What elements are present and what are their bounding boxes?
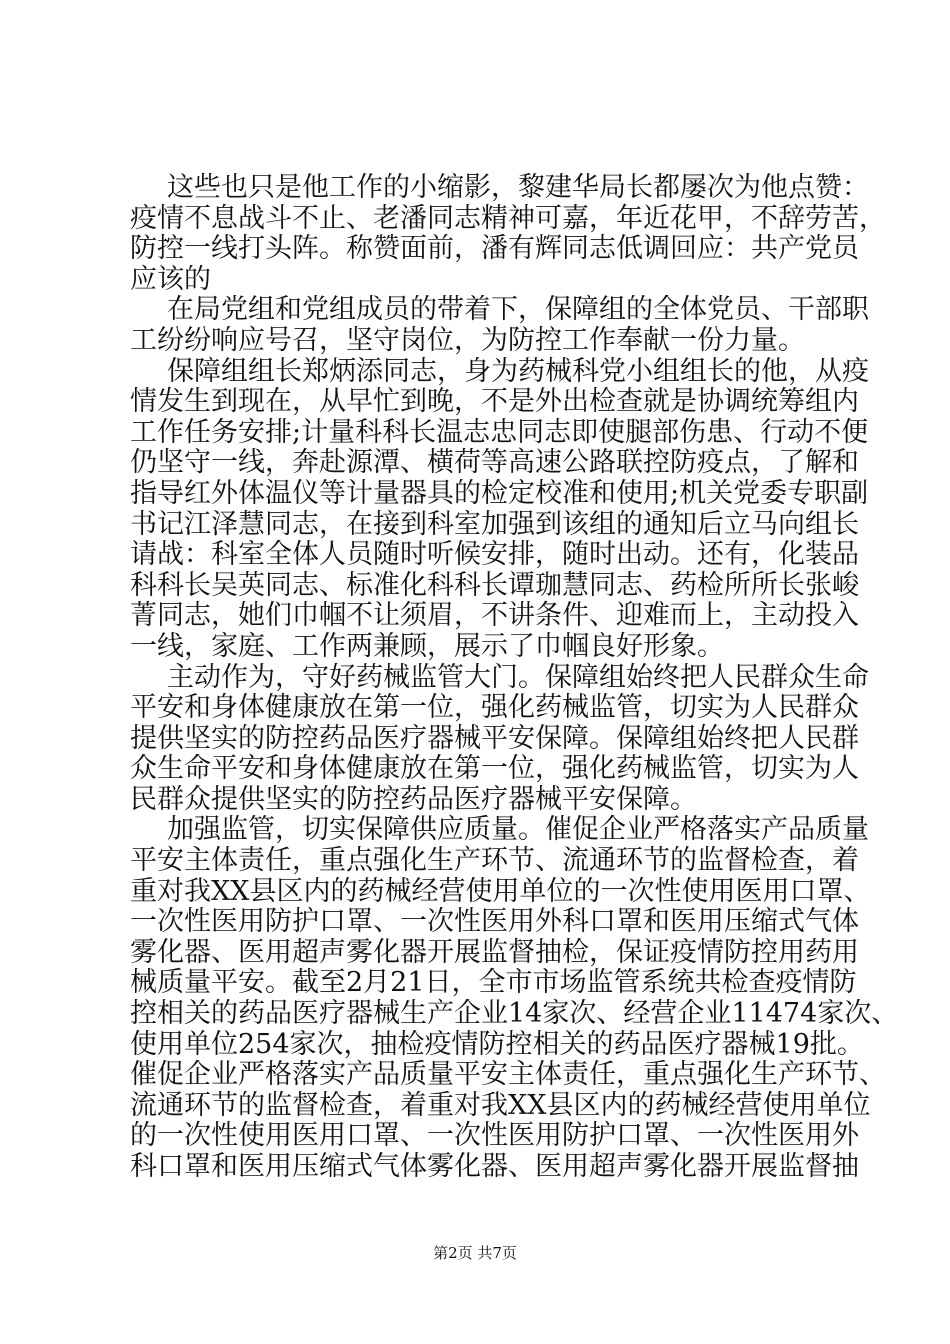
text-line: 一线，家庭、工作两兼顾，展示了巾帼良好形象。 <box>130 630 724 662</box>
paragraph <box>130 172 886 295</box>
text-line: 平安主体责任，重点强化生产环节、流通环节的监督检查，着 <box>130 845 859 877</box>
text-line: 众生命平安和身体健康放在第一位，强化药械监管，切实为人 <box>130 753 859 785</box>
text-line: 加强监管，切实保障供应质量。催促企业严格落实产品质量 <box>167 814 869 846</box>
text-line: 工纷纷响应号召，坚守岗位，为防控工作奉献一份力量。 <box>130 324 805 356</box>
text-line: 保障组组长郑炳添同志，身为药械科党小组组长的他，从疫 <box>167 355 869 387</box>
paragraph <box>130 814 899 1182</box>
text-line: 雾化器、医用超声雾化器开展监督抽检，保证疫情防控用药用 <box>130 936 859 968</box>
text-line: 科科长吴英同志、标准化科科长谭珈慧同志、药检所所长张峻 <box>130 569 859 601</box>
text-line: 催促企业严格落实产品质量平安主体责任，重点强化生产环节、 <box>130 1059 886 1091</box>
text-line: 械质量平安。截至2月21日，全市市场监管系统共检查疫情防 <box>130 967 857 999</box>
text-line: 的一次性使用医用口罩、一次性医用防护口罩、一次性医用外 <box>130 1120 859 1152</box>
text-line: 这些也只是他工作的小缩影，黎建华局长都屡次为他点赞： <box>167 172 869 203</box>
text-line: 科口罩和医用压缩式气体雾化器、医用超声雾化器开展监督抽 <box>130 1151 859 1182</box>
text-line: 使用单位254家次，抽检疫情防控相关的药品医疗器械19批。 <box>130 1028 864 1060</box>
text-line: 流通环节的监督检查，着重对我XX县区内的药械经营使用单位 <box>130 1089 871 1121</box>
text-line: 指导红外体温仪等计量器具的检定校准和使用;机关党委专职副 <box>130 477 869 509</box>
text-line: 控相关的药品医疗器械生产企业14家次、经营企业11474家次、 <box>130 998 899 1030</box>
paragraph <box>130 661 869 816</box>
text-line: 书记江泽慧同志，在接到科室加强到该组的通知后立马向组长 <box>130 508 859 540</box>
text-line: 重对我XX县区内的药械经营使用单位的一次性使用医用口罩、 <box>130 875 871 907</box>
text-line: 菁同志，她们巾帼不让须眉，不讲条件、迎难而上，主动投入 <box>130 600 859 632</box>
text-line: 主动作为，守好药械监管大门。保障组始终把人民群众生命 <box>167 661 869 693</box>
paragraph <box>130 294 869 356</box>
page-footer: 第2页 共7页 <box>433 1244 517 1262</box>
text-line: 防控一线打头阵。称赞面前，潘有辉同志低调回应：共产党员 <box>130 233 859 265</box>
text-line: 应该的 <box>130 263 211 295</box>
text-line: 疫情不息战斗不止、老潘同志精神可嘉，年近花甲，不辞劳苦， <box>130 202 886 234</box>
text-line: 工作任务安排;计量科科长温志忠同志即使腿部伤患、行动不便 <box>130 416 869 448</box>
text-line: 仍坚守一线，奔赴源潭、横荷等高速公路联控防疫点，了解和 <box>130 447 859 479</box>
text-line: 提供坚实的防控药品医疗器械平安保障。保障组始终把人民群 <box>130 722 859 754</box>
text-line: 情发生到现在，从早忙到晚，不是外出检查就是协调统筹组内 <box>130 386 859 418</box>
paragraph <box>130 355 869 663</box>
text-line: 请战：科室全体人员随时听候安排，随时出动。还有，化装品 <box>130 539 859 571</box>
text-line: 在局党组和党组成员的带着下，保障组的全体党员、干部职 <box>167 294 869 326</box>
document-body <box>130 172 899 1183</box>
text-line: 一次性医用防护口罩、一次性医用外科口罩和医用压缩式气体 <box>130 906 859 938</box>
text-line: 平安和身体健康放在第一位，强化药械监管，切实为人民群众 <box>130 692 859 724</box>
text-line: 民群众提供坚实的防控药品医疗器械平安保障。 <box>130 783 697 815</box>
